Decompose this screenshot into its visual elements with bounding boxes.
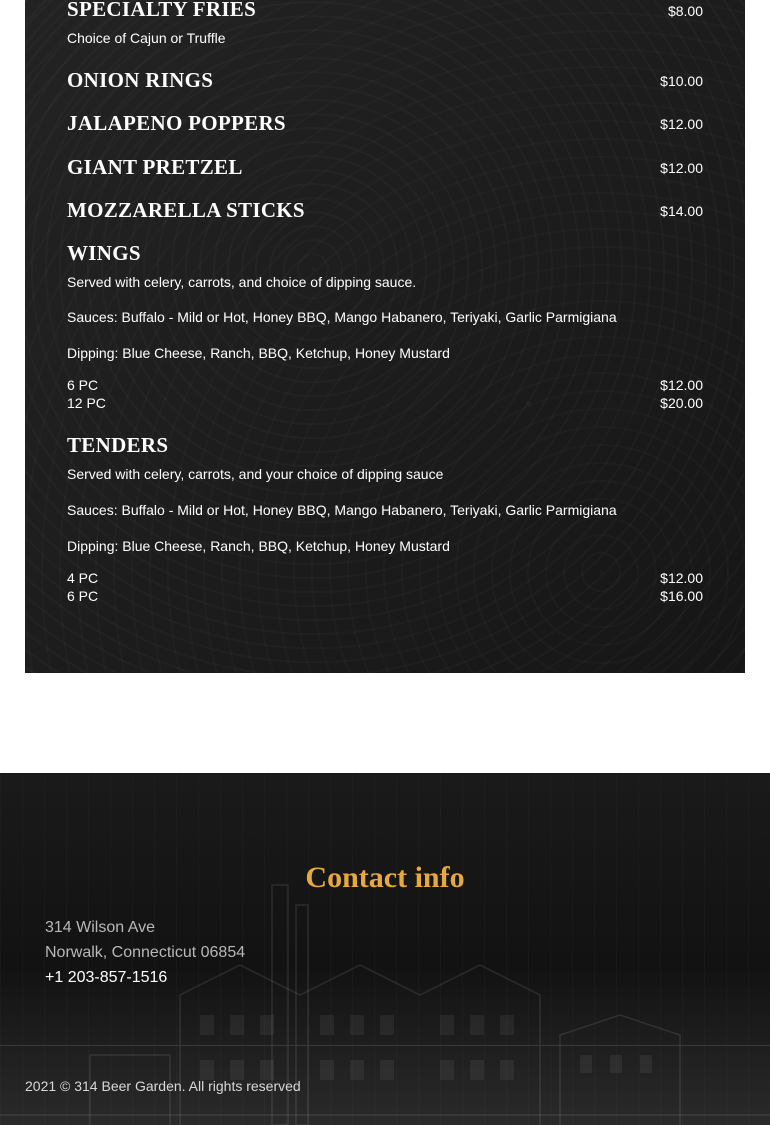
tenders-dipping: Dipping: Blue Cheese, Ranch, BBQ, Ketchup, Honey Mustard [67, 538, 450, 554]
jalapeno-poppers-title: JALAPENO POPPERS [67, 111, 286, 135]
tenders-option-price: $16.00 [660, 588, 703, 604]
wings-option-price: $12.00 [660, 377, 703, 393]
tenders-title: TENDERS [67, 433, 169, 457]
onion-rings-price: $10.00 [660, 73, 703, 89]
wings-sauces: Sauces: Buffalo - Mild or Hot, Honey BBQ, Mango Habanero, Teriyaki, Garlic Parmigiana [67, 309, 617, 325]
copyright-text: 2021 © 314 Beer Garden. All rights reserved [25, 1078, 301, 1094]
onion-rings-title: ONION RINGS [67, 68, 214, 92]
giant-pretzel-price: $12.00 [660, 160, 703, 176]
mozzarella-sticks-price: $14.00 [660, 203, 703, 219]
wings-option-qty: 6 PC [67, 377, 99, 393]
specialty-fries-desc: Choice of Cajun or Truffle [67, 30, 226, 46]
tenders-sauces: Sauces: Buffalo - Mild or Hot, Honey BBQ, Mango Habanero, Teriyaki, Garlic Parmigiana [67, 502, 617, 518]
menu-panel [25, 0, 745, 673]
tenders-desc: Served with celery, carrots, and your choice of dipping sauce [67, 466, 444, 482]
address-line-1: 314 Wilson Ave [45, 919, 155, 936]
wings-option-qty: 12 PC [67, 395, 106, 411]
phone-link[interactable]: +1 203-857-1516 [45, 969, 168, 986]
footer-divider [0, 1045, 770, 1046]
wings-desc: Served with celery, carrots, and choice of dipping sauce. [67, 274, 417, 290]
wings-title: WINGS [67, 241, 141, 265]
wings-dipping: Dipping: Blue Cheese, Ranch, BBQ, Ketchup, Honey Mustard [67, 345, 450, 361]
address-line-2: Norwalk, Connecticut 06854 [45, 944, 246, 961]
tenders-option-qty: 6 PC [67, 588, 99, 604]
site-footer [0, 773, 770, 1125]
contact-info-heading: Contact info [305, 861, 465, 894]
specialty-fries-price: $8.00 [667, 3, 703, 19]
wings-option-price: $20.00 [660, 395, 703, 411]
tenders-option-price: $12.00 [660, 570, 703, 586]
giant-pretzel-title: GIANT PRETZEL [67, 155, 243, 179]
jalapeno-poppers-price: $12.00 [660, 116, 703, 132]
tenders-option-qty: 4 PC [67, 570, 99, 586]
mozzarella-sticks-title: MOZZARELLA STICKS [67, 198, 305, 222]
specialty-fries-title: SPECIALTY FRIES [67, 0, 257, 21]
